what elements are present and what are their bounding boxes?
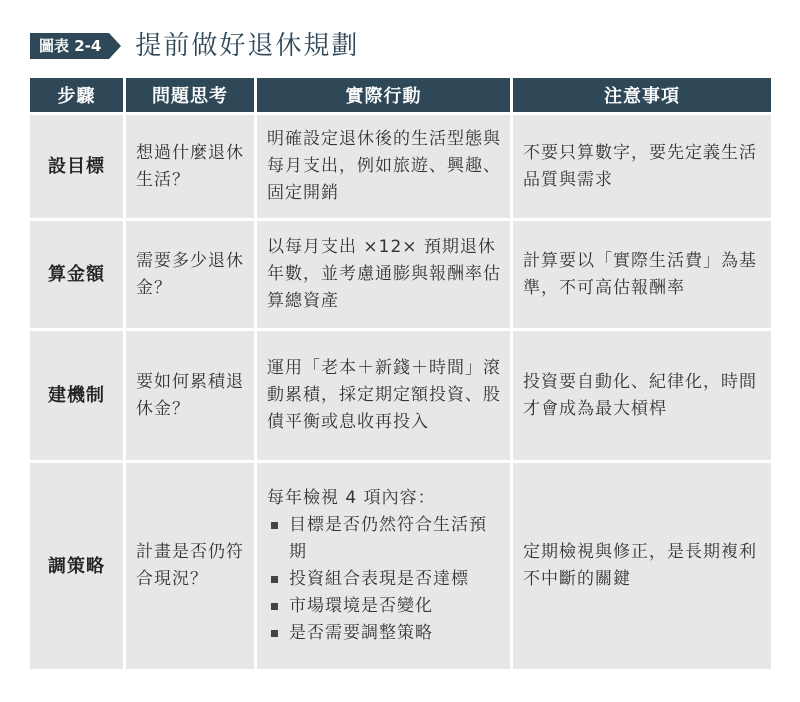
step-cell: 調策略	[30, 463, 123, 669]
list-item-text: 投資組合表現是否達標	[289, 569, 469, 589]
list-item-text: 目標是否仍然符合生活預期	[289, 515, 487, 562]
figure-header	[30, 29, 359, 63]
step-cell: 算金額	[30, 221, 123, 328]
table-row	[30, 221, 771, 328]
table-row	[30, 463, 771, 669]
header-step: 步驟	[30, 78, 123, 112]
list-item	[267, 620, 502, 647]
figure-label: 圖表 2-4	[30, 33, 109, 59]
action-cell: 明確設定退休後的生活型態與每月支出，例如旅遊、興趣、固定開銷	[257, 115, 510, 218]
header-note: 注意事項	[513, 78, 771, 112]
note-cell: 不要只算數字，要先定義生活品質與需求	[513, 115, 771, 218]
question-cell: 要如何累積退休金？	[126, 331, 254, 460]
list-item-text: 是否需要調整策略	[289, 623, 433, 643]
figure-label-arrow	[109, 33, 121, 59]
header-question: 問題思考	[126, 78, 254, 112]
action-cell: 運用「老本＋新錢＋時間」滾動累積，採定期定額投資、股債平衡或息收再投入	[257, 331, 510, 460]
list-item	[267, 566, 502, 593]
step-cell: 設目標	[30, 115, 123, 218]
list-item-text: 市場環境是否變化	[289, 596, 433, 616]
action-cell	[257, 463, 510, 669]
question-cell: 想過什麼退休生活？	[126, 115, 254, 218]
square-bullet-icon	[271, 576, 278, 583]
table-row	[30, 115, 771, 218]
square-bullet-icon	[271, 603, 278, 610]
question-cell: 需要多少退休金？	[126, 221, 254, 328]
list-item	[267, 593, 502, 620]
action-intro: 每年檢視 4 項內容：	[267, 488, 436, 508]
table-row	[30, 331, 771, 460]
square-bullet-icon	[271, 522, 278, 529]
note-cell: 計算要以「實際生活費」為基準，不可高估報酬率	[513, 221, 771, 328]
square-bullet-icon	[271, 630, 278, 637]
figure-title: 提前做好退休規劃	[135, 31, 360, 61]
question-cell: 計畫是否仍符合現況？	[126, 463, 254, 669]
list-item	[267, 512, 502, 566]
step-cell: 建機制	[30, 331, 123, 460]
note-cell: 定期檢視與修正，是長期複利不中斷的關鍵	[513, 463, 771, 669]
table-header-row	[30, 78, 771, 112]
retirement-plan-table	[27, 75, 774, 672]
action-cell: 以每月支出 ×12× 預期退休年數，並考慮通膨與報酬率估算總資產	[257, 221, 510, 328]
note-cell: 投資要自動化、紀律化，時間才會成為最大槓桿	[513, 331, 771, 460]
header-action: 實際行動	[257, 78, 510, 112]
action-checklist	[267, 512, 502, 647]
